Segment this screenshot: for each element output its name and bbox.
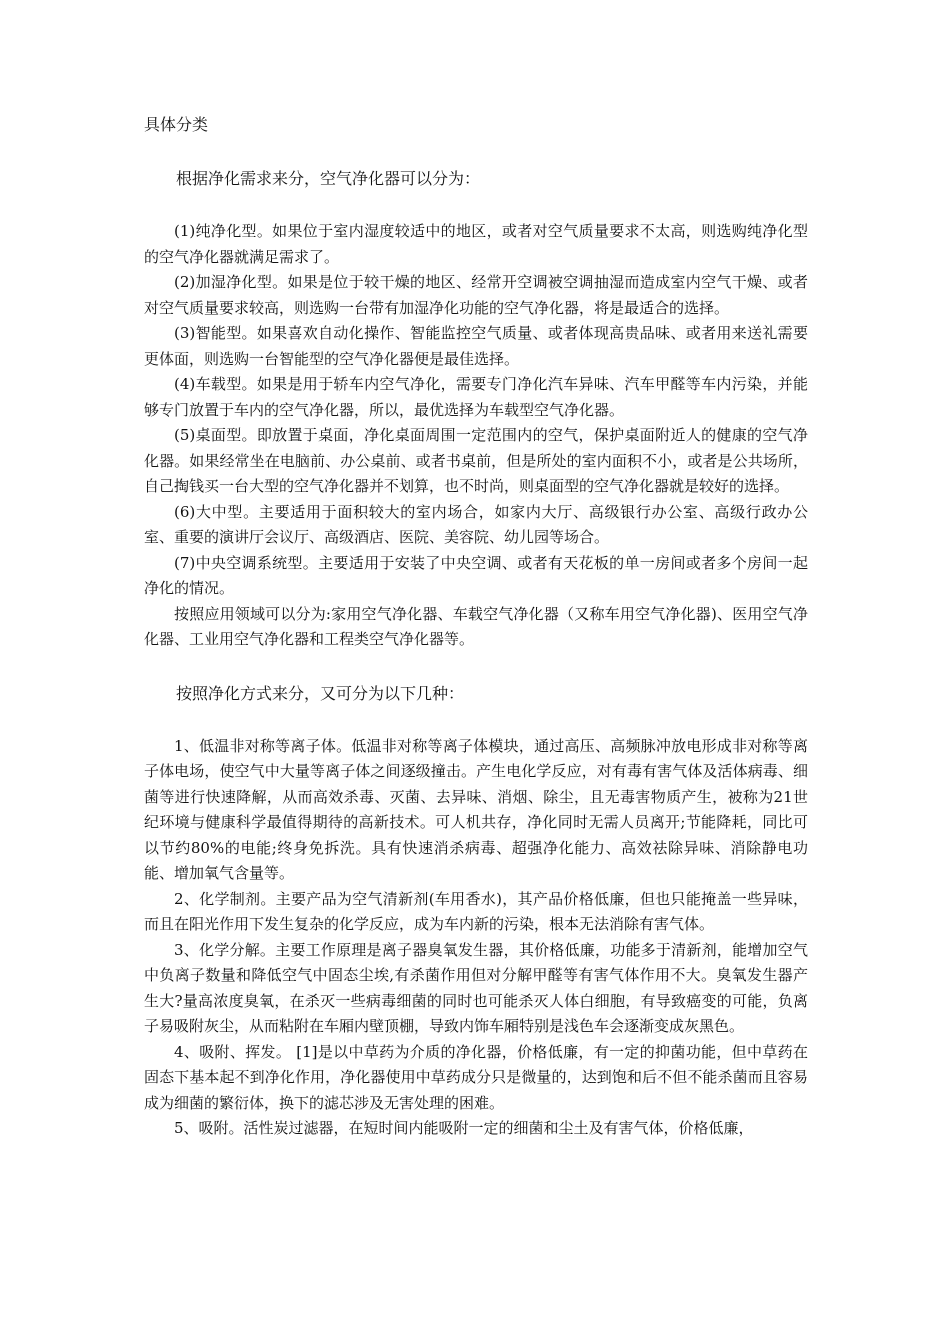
list-item: (4)车载型。如果是用于轿车内空气净化，需要专门净化汽车异味、汽车甲醛等车内污染，并能够专门放置于车内的空气净化器，所以，最优选择为车载型空气净化器。	[144, 375, 808, 419]
list-item: 3、化学分解。主要工作原理是离子器臭氧发生器，其价格低廉，功能多于清新剂，能增加空气中负离子数量和降低空气中固态尘埃,有杀菌作用但对分解甲醛等有害气体作用不大。臭氧发生器产生大?量高浓度臭氧，在杀灭一些病毒细菌的同时也可能杀灭人体白细胞，有导致癌变的可能，负离子易吸附灰尘，从而粘附在车厢内壁顶棚，导致内饰车厢特别是浅色车会逐渐变成灰黑色。	[144, 940, 808, 1035]
list-item: (5)桌面型。即放置于桌面，净化桌面周围一定范围内的空气，保护桌面附近人的健康的空气净化器。如果经常坐在电脑前、办公桌前、或者书桌前，但是所处的室内面积不小，或者是公共场所，自己掏钱买一台大型的空气净化器并不划算，也不时尚，则桌面型的空气净化器就是较好的选择。	[144, 426, 808, 495]
list-item: 2、化学制剂。主要产品为空气清新剂(车用香水)，其产品价格低廉，但也只能掩盖一些异味，而且在阳光作用下发生复杂的化学反应，成为车内新的污染，根本无法消除有害气体。	[144, 889, 808, 933]
document-heading: 具体分类	[144, 115, 209, 134]
section-intro-purification-needs: 根据净化需求来分，空气净化器可以分为：	[176, 169, 481, 188]
list-item: 按照应用领域可以分为:家用空气净化器、车载空气净化器（又称车用空气净化器)、医用空气净化器、工业用空气净化器和工程类空气净化器等。	[144, 604, 808, 648]
section-list-purification-methods	[144, 734, 808, 1142]
list-item: 5、吸附。活性炭过滤器，在短时间内能吸附一定的细菌和尘土及有害气体，价格低廉，	[174, 1119, 754, 1137]
list-item: (1)纯净化型。如果位于室内湿度较适中的地区，或者对空气质量要求不太高，则选购纯净化型的空气净化器就满足需求了。	[144, 222, 808, 266]
list-item: (6)大中型。主要适用于面积较大的室内场合，如家内大厅、高级银行办公室、高级行政办公室、重要的演讲厅会议厅、高级酒店、医院、美容院、幼儿园等场合。	[144, 502, 808, 546]
section-intro-purification-methods: 按照净化方式来分，又可分为以下几种：	[176, 683, 465, 703]
list-item: (3)智能型。如果喜欢自动化操作、智能监控空气质量、或者体现高贵品味、或者用来送礼需要更体面，则选购一台智能型的空气净化器便是最佳选择。	[144, 324, 808, 368]
list-item: (7)中央空调系统型。主要适用于安装了中央空调、或者有天花板的单一房间或者多个房间一起净化的情况。	[144, 553, 808, 597]
list-item: 1、低温非对称等离子体。低温非对称等离子体模块，通过高压、高频脉冲放电形成非对称等离子体电场，使空气中大量等离子体之间逐级撞击。产生电化学反应，对有毒有害气体及活体病毒、细菌等进行快速降解，从而高效杀毒、灭菌、去异味、消烟、除尘，且无毒害物质产生，被称为21世纪环境与健康科学最值得期待的高新技术。可人机共存，净化同时无需人员离开;节能降耗，同比可以节约80%的电能;终身免拆洗。具有快速消杀病毒、超强净化能力、高效祛除异味、消除静电功能、增加氧气含量等。	[144, 736, 808, 882]
list-item: (2)加湿净化型。如果是位于较干燥的地区、经常开空调被空调抽湿而造成室内空气干燥、或者对空气质量要求较高，则选购一台带有加湿净化功能的空气净化器，将是最适合的选择。	[144, 273, 808, 317]
document-page	[144, 112, 808, 1142]
list-item: 4、吸附、挥发。 [1]是以中草药为介质的净化器，价格低廉，有一定的抑菌功能，但中草药在固态下基本起不到净化作用，净化器使用中草药成分只是微量的，达到饱和后不但不能杀菌而且容易成为细菌的繁衍体，换下的滤芯涉及无害处理的困难。	[144, 1042, 808, 1112]
section-list-purification-needs	[144, 219, 808, 653]
